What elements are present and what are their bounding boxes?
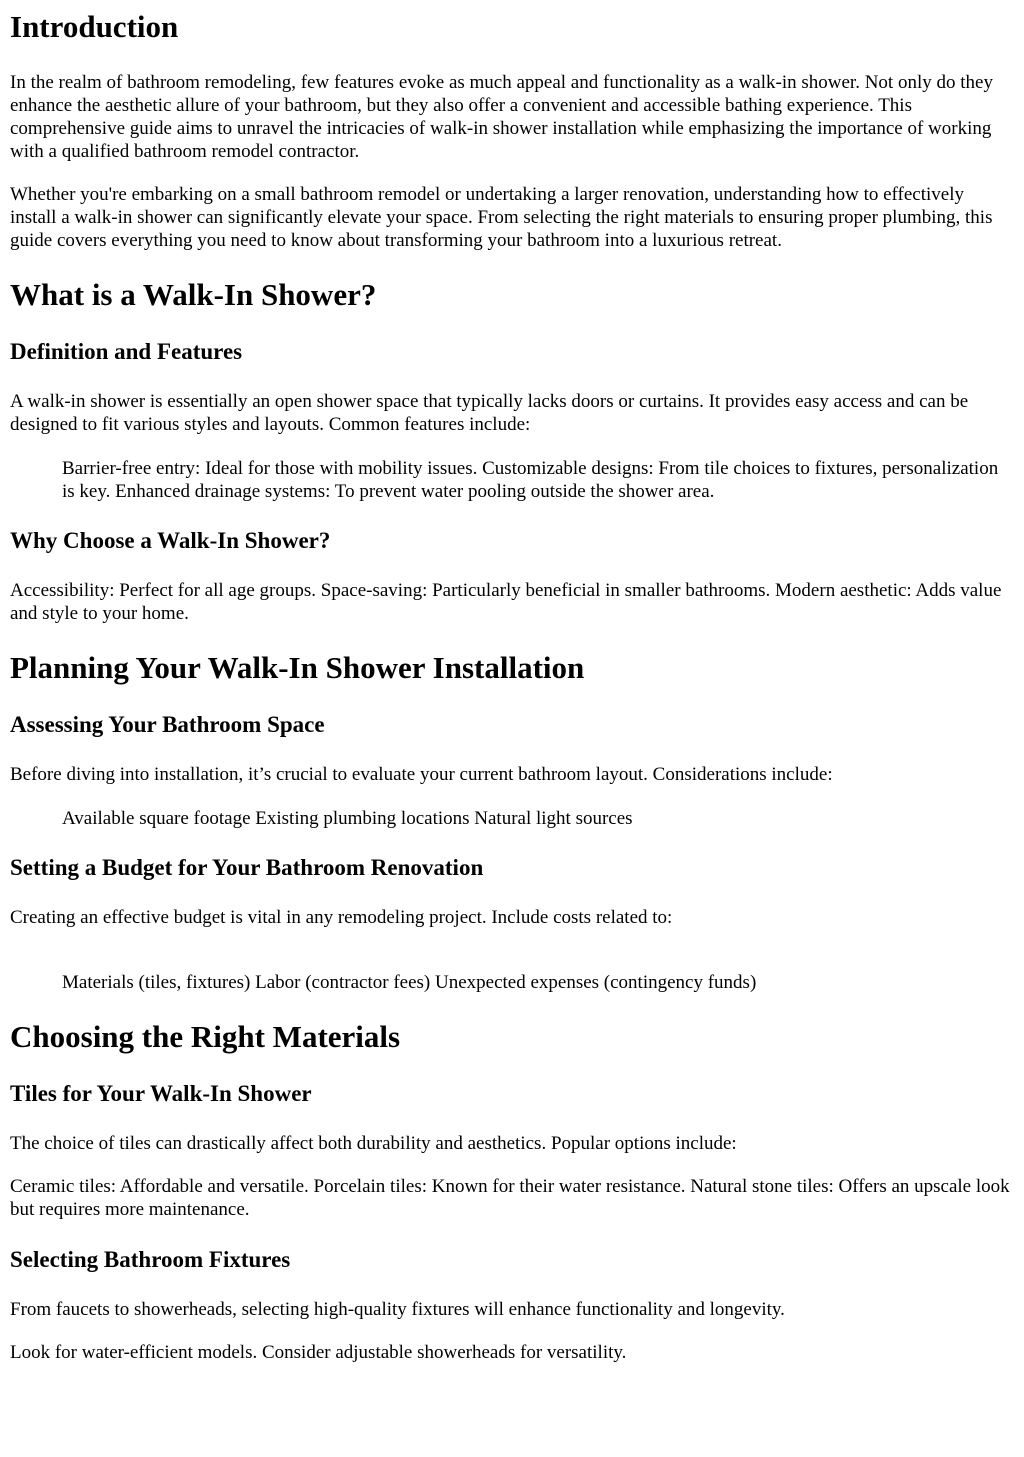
tile-options-paragraph: Ceramic tiles: Affordable and versatile. Porcelain tiles: Known for their water resistance. Natural stone tiles: Offers an upscale look but requires more maintenance. bbox=[10, 1176, 1010, 1220]
intro-paragraph-2: Whether you're embarking on a small bathroom remodel or undertaking a larger renovation, understanding how to effectively install a walk-in shower can significantly elevate your space. From selecting the right materials to ensuring proper plumbing, this guide covers everything you need to know about transforming your bathroom into a luxurious retreat. bbox=[10, 184, 993, 251]
fixtures-tips-paragraph: Look for water-efficient models. Consider adjustable showerheads for versatility. bbox=[10, 1342, 627, 1363]
assessing-paragraph: Before diving into installation, it’s crucial to evaluate your current bathroom layout. Considerations include: bbox=[10, 764, 833, 785]
intro-paragraph-1: In the realm of bathroom remodeling, few features evoke as much appeal and functionality as a walk-in shower. Not only do they enhance the aesthetic allure of your bathroom, but they also offer a convenient and accessible bathing experience. This comprehensive guide aims to unravel the intricacies of walk-in shower installation while emphasizing the importance of working with a qualified bathroom remodel contractor. bbox=[10, 72, 993, 162]
fixtures-paragraph: From faucets to showerheads, selecting high-quality fixtures will enhance functionality and longevity. bbox=[10, 1299, 785, 1320]
heading-introduction: Introduction bbox=[10, 9, 179, 44]
considerations-list: Available square footage Existing plumbing locations Natural light sources bbox=[62, 808, 633, 829]
subheading-setting-budget: Setting a Budget for Your Bathroom Renovation bbox=[10, 855, 484, 880]
definition-paragraph: A walk-in shower is essentially an open shower space that typically lacks doors or curtains. It provides easy access and can be designed to fit various styles and layouts. Common features include: bbox=[10, 391, 969, 435]
heading-choosing-materials: Choosing the Right Materials bbox=[10, 1019, 401, 1054]
why-choose-paragraph: Accessibility: Perfect for all age groups. Space-saving: Particularly beneficial in smaller bathrooms. Modern aesthetic: Adds value and style to your home. bbox=[10, 580, 1002, 624]
heading-planning: Planning Your Walk-In Shower Installation bbox=[10, 650, 585, 685]
budget-costs-list: Materials (tiles, fixtures) Labor (contractor fees) Unexpected expenses (contingency funds) bbox=[62, 972, 757, 993]
subheading-tiles: Tiles for Your Walk-In Shower bbox=[10, 1081, 312, 1106]
tiles-paragraph: The choice of tiles can drastically affect both durability and aesthetics. Popular options include: bbox=[10, 1133, 737, 1154]
subheading-why-choose: Why Choose a Walk-In Shower? bbox=[10, 528, 331, 553]
heading-what-is-walk-in-shower: What is a Walk-In Shower? bbox=[10, 277, 377, 312]
features-list: Barrier-free entry: Ideal for those with mobility issues. Customizable designs: From tile choices to fixtures, personalization is key. Enhanced drainage systems: To prevent water pooling outside the shower area. bbox=[62, 458, 999, 502]
subheading-assessing-space: Assessing Your Bathroom Space bbox=[10, 712, 325, 737]
budget-paragraph: Creating an effective budget is vital in any remodeling project. Include costs related to: bbox=[10, 907, 673, 928]
subheading-fixtures: Selecting Bathroom Fixtures bbox=[10, 1247, 291, 1272]
article bbox=[0, 9, 1024, 1364]
subheading-definition-features: Definition and Features bbox=[10, 339, 243, 364]
